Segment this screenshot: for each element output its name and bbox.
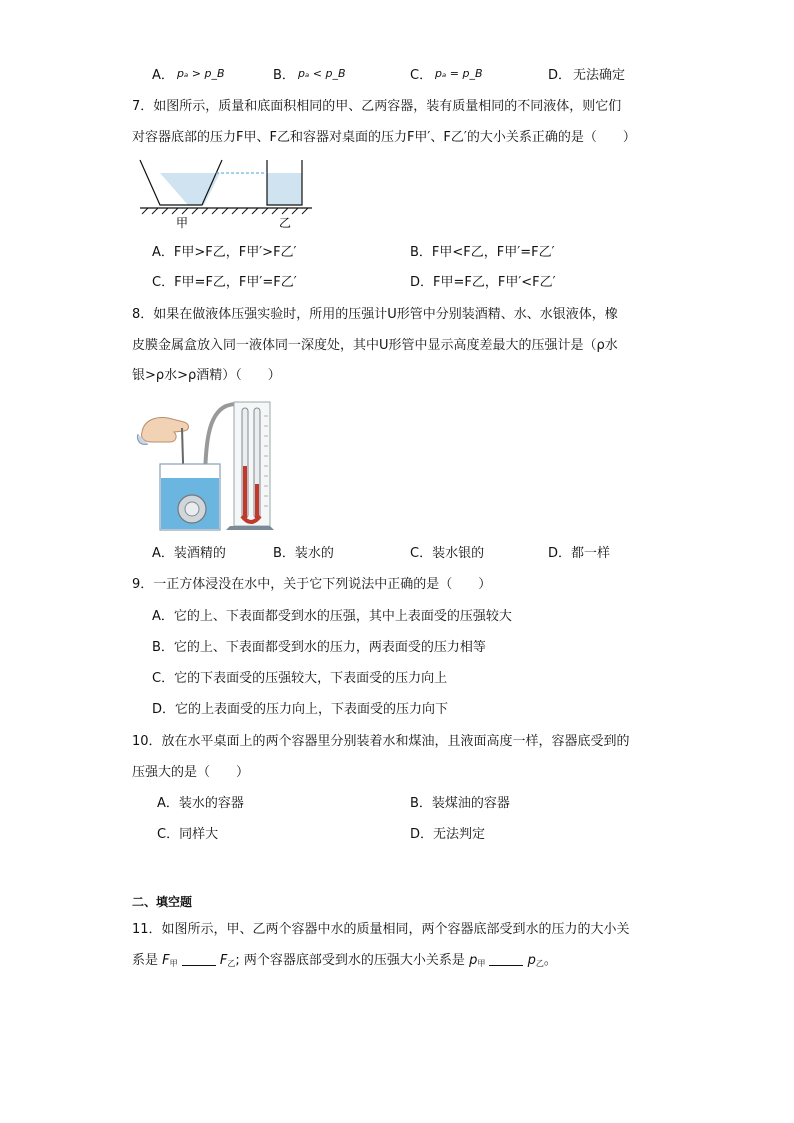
q8-stem-line2: 皮膜金属盒放入同一液体同一深度处，其中U形管中显示高度差最大的压强计是（ρ水 (132, 338, 618, 353)
gauge-base (226, 526, 274, 530)
gauge-board (234, 402, 270, 526)
q8-option-d: D．都一样 (548, 546, 611, 561)
q7-container-figure (136, 156, 316, 230)
q7-option-a: A．F甲>F乙，F甲′>F乙′ (152, 245, 297, 260)
q7-left-water (160, 173, 220, 205)
q8-pressure-gauge-figure (134, 396, 274, 536)
q11-p1: p (469, 953, 478, 968)
q6-option-c: C． (410, 68, 433, 83)
q11-stem-line2 (132, 952, 557, 970)
q11-stem-line1: 11．如图所示，甲、乙两个容器中水的质量相同，两个容器底部受到水的压力的大小关 (132, 922, 630, 937)
q11-blank-1[interactable] (182, 953, 216, 966)
q11-F2-sub: 乙 (227, 959, 236, 968)
u-tube-right-liquid (255, 484, 259, 518)
q11-p2-sub: 乙 (535, 959, 544, 968)
q10-stem-line1: 10．放在水平桌面上的两个容器里分别装着水和煤油，且液面高度一样，容器底受到的 (132, 734, 630, 749)
q7-option-c: C．F甲=F乙，F甲′=F乙′ (152, 275, 297, 290)
q10-option-b: B．装煤油的容器 (410, 796, 510, 811)
q8-option-a: A．装酒精的 (152, 546, 226, 561)
q7-label-left: 甲 (176, 216, 189, 230)
u-tube-left-liquid (243, 466, 247, 518)
q7-option-d: D．F甲=F乙，F甲′<F乙′ (410, 275, 556, 290)
q9-option-d: D．它的上表面受的压力向上，下表面受的压力向下 (152, 702, 449, 717)
q6-option-b-text: pₐ < p_B (298, 67, 346, 80)
q8-option-c: C．装水银的 (410, 546, 485, 561)
q6-option-a-text: pₐ > p_B (177, 67, 225, 80)
section-title-fill-blank: 二、填空题 (132, 895, 193, 909)
q11-F1: F (162, 953, 170, 968)
q7-table-hatch (142, 208, 308, 214)
q10-option-d: D．无法判定 (410, 827, 486, 842)
q8-stem-line3: 银>ρ水>ρ酒精）（ ） (132, 368, 281, 383)
q11-p2: p (527, 953, 536, 968)
q11-blank-2[interactable] (489, 953, 523, 966)
probe-membrane (185, 502, 199, 516)
q8-option-b: B．装水的 (273, 546, 334, 561)
q9-option-c: C．它的下表面受的压强较大，下表面受的压力向上 (152, 671, 448, 686)
q10-stem-line2: 压强大的是（ ） (132, 765, 250, 780)
q6-option-b: B． (273, 68, 295, 83)
q6-option-d-text: 无法确定 (573, 68, 626, 83)
q9-stem: 9．一正方体浸没在水中，关于它下列说法中正确的是（ ） (132, 577, 492, 592)
q11-F1-sub: 甲 (169, 959, 178, 968)
q8-stem-line1: 8．如果在做液体压强实验时，所用的压强计U形管中分别装酒精、水、水银液体，橡 (132, 307, 618, 322)
q11-prefix: 系是 (132, 953, 159, 968)
q9-option-b: B．它的上、下表面都受到水的压力，两表面受的压力相等 (152, 640, 486, 655)
q6-option-a: A． (152, 68, 174, 83)
q10-option-a: A．装水的容器 (157, 796, 244, 811)
q10-option-c: C．同样大 (157, 827, 219, 842)
q11-mid: ; 两个容器底部受到水的压强大小关系是 (235, 953, 465, 968)
q7-stem-line2: 对容器底部的压力F甲、F乙和容器对桌面的压力F甲′、F乙′的大小关系正确的是（ ） (132, 130, 636, 145)
q7-right-water (267, 173, 302, 205)
q7-label-right: 乙 (279, 216, 292, 230)
q7-stem-line1: 7．如图所示，质量和底面积相同的甲、乙两容器，装有质量相同的不同液体，则它们 (132, 99, 622, 114)
q7-option-b: B．F甲<F乙，F甲′=F乙′ (410, 245, 555, 260)
q11-end: 。 (543, 953, 557, 968)
q6-option-d: D． (548, 68, 572, 83)
q11-p1-sub: 甲 (477, 959, 486, 968)
q6-option-c-text: pₐ = p_B (435, 67, 483, 80)
q9-option-a: A．它的上、下表面都受到水的压强，其中上表面受的压强较大 (152, 609, 512, 624)
q11-F2: F (219, 953, 228, 968)
